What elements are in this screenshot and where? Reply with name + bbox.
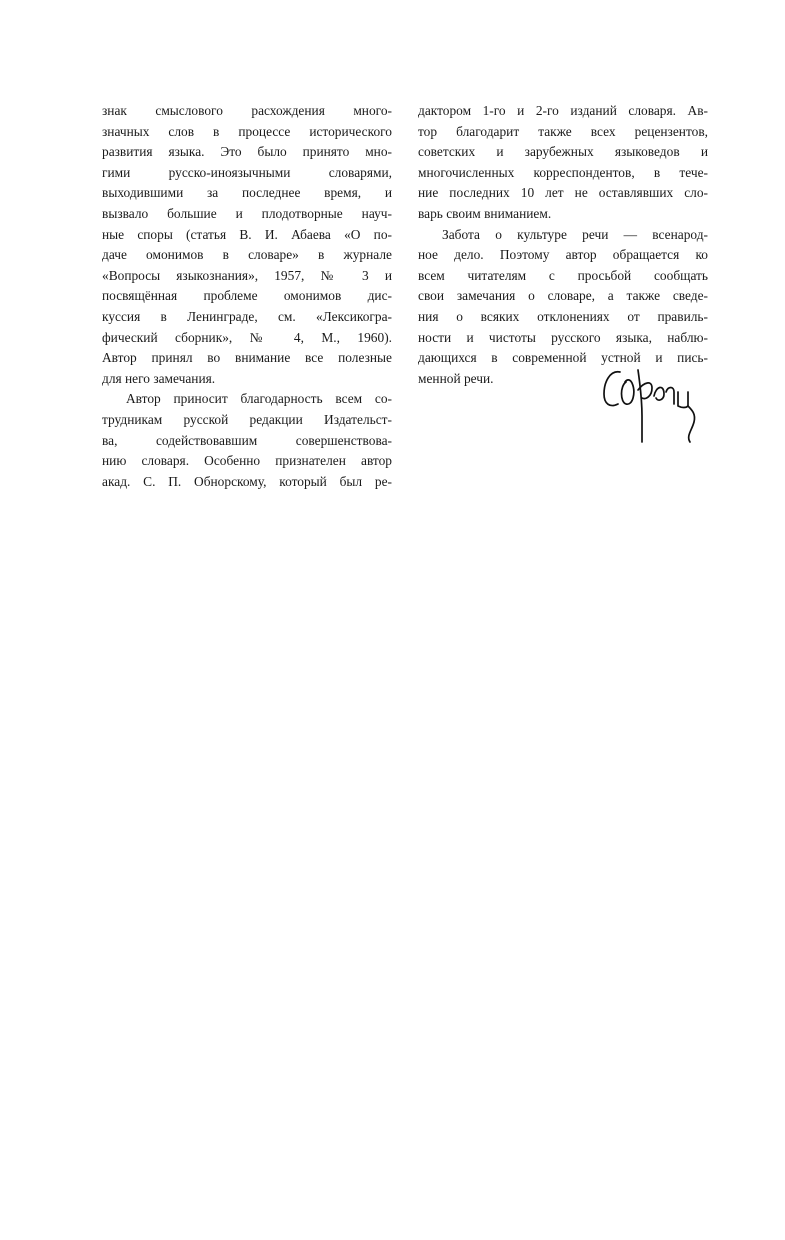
text-line: советских и зарубежных языковедов и: [418, 144, 708, 160]
text-line: для него замечания.: [102, 370, 216, 386]
text-line: трудникам русской редакции Издательст-: [102, 411, 392, 427]
paragraph-first-line: Автор приносит благодарность всем со-: [126, 391, 392, 407]
text-line: вызвало большие и плодотворные науч-: [102, 205, 392, 221]
text-line: развития языка. Это было принято мно-: [102, 144, 392, 160]
text-line: ное дело. Поэтому автор обращается ко: [418, 247, 708, 263]
text-line: ные споры (статья В. И. Абаева «О по-: [102, 226, 392, 242]
text-line: дактором 1-го и 2-го изданий словаря. Ав-: [418, 103, 708, 118]
text-line: всем читателям с просьбой сообщать: [418, 267, 708, 283]
text-line: даче омонимов в словаре» в журнале: [102, 247, 392, 263]
text-line: значных слов в процессе исторического: [102, 123, 392, 139]
text-line: дающихся в современной устной и пись-: [418, 350, 708, 366]
right-text-column: [418, 101, 708, 389]
text-line: нию словаря. Особенно признателен автор: [102, 453, 392, 469]
left-text-column: [102, 101, 392, 492]
paragraph-first-line: Забота о культуре речи — всенарод-: [442, 226, 708, 242]
text-line: акад. С. П. Обнорскому, который был ре-: [102, 473, 392, 489]
text-line: выходившими за последнее время, и: [102, 185, 392, 201]
text-line: «Вопросы языкознания», 1957, № 3 и: [102, 267, 392, 283]
text-line: варь своим вниманием.: [418, 205, 552, 221]
text-line: гими русско-иноязычными словарями,: [102, 164, 392, 180]
text-line: посвящённая проблеме омонимов дис-: [102, 288, 392, 304]
text-line: ние последних 10 лет не оставлявших сло-: [418, 185, 708, 201]
text-line: фический сборник», № 4, М., 1960).: [102, 329, 392, 345]
text-line: ния о всяких отклонениях от правиль-: [418, 308, 708, 324]
text-line: ности и чистоты русского языка, наблю-: [418, 329, 708, 345]
text-line: куссия в Ленинграде, см. «Лексикогра-: [102, 308, 392, 324]
text-line: ва, содействовавшим совершенствова-: [102, 432, 392, 448]
text-line: свои замечания о словаре, а также сведе-: [418, 288, 708, 304]
text-line: многочисленных корреспондентов, в тече-: [418, 164, 708, 180]
text-line: тор благодарит также всех рецензентов,: [418, 123, 708, 139]
text-line: менной речи.: [418, 370, 494, 386]
text-line: знак смыслового расхождения много-: [102, 103, 392, 118]
handwritten-signature-icon: [598, 356, 718, 456]
text-line: Автор принял во внимание все полезные: [102, 350, 392, 366]
